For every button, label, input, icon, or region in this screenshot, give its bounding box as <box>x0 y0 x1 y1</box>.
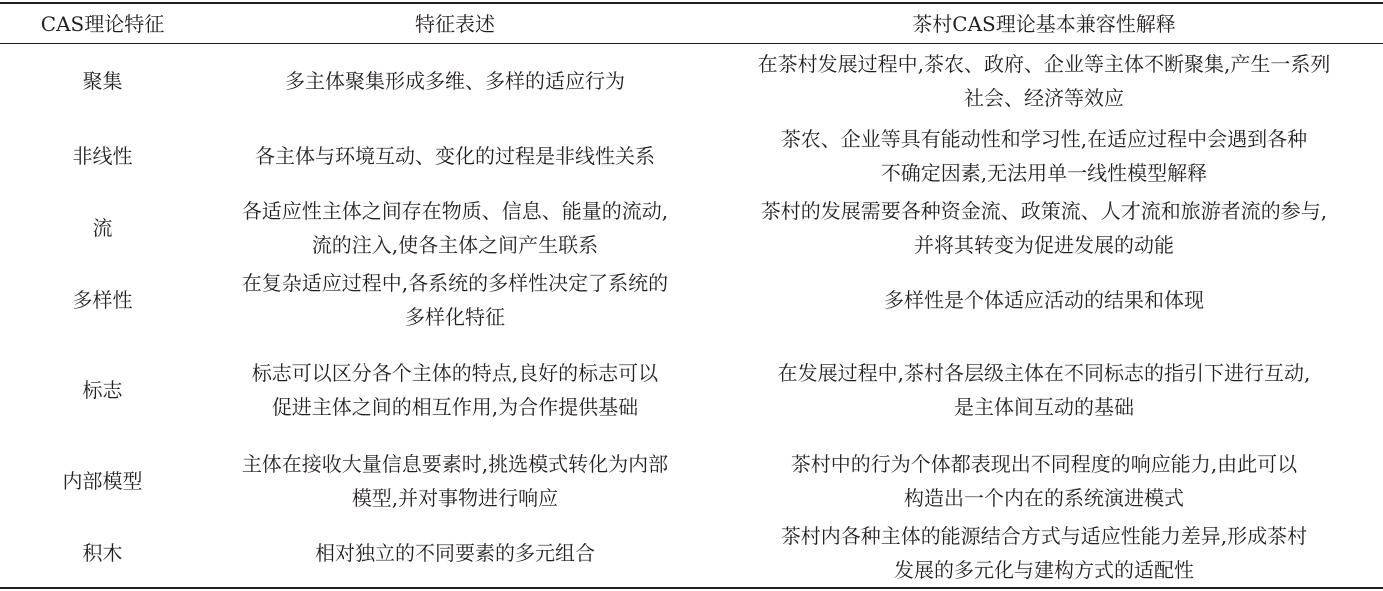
row-description <box>205 442 705 520</box>
row-feature: 多样性 <box>72 288 133 312</box>
explanation-line: 茶农、企业等具有能动性和学习性,在适应过程中会遇到各种 <box>780 127 1308 151</box>
explanation-line: 茶村的发展需要各种资金流、政策流、人才流和旅游者流的参与, <box>760 199 1328 223</box>
explanation-line: 不确定因素,无法用单一线性模型解释 <box>880 161 1208 185</box>
table-header-row <box>0 4 1383 43</box>
explanation-line: 茶村内各种主体的能源结合方式与适应性能力差异,形成茶村 <box>780 524 1308 548</box>
row-description <box>205 119 705 193</box>
explanation-line: 构造出一个内在的系统演进模式 <box>903 486 1184 510</box>
description-line: 多样化特征 <box>404 305 505 329</box>
row-feature: 内部模型 <box>62 469 143 493</box>
description-line: 流的注入,使各主体之间产生联系 <box>311 233 599 257</box>
description-line: 主体在接收大量信息要素时,挑选模式转化为内部 <box>241 452 669 476</box>
row-explanation <box>705 264 1383 336</box>
table-row <box>0 193 1383 263</box>
row-explanation <box>705 350 1383 430</box>
row-explanation <box>705 193 1383 263</box>
row-description <box>205 350 705 430</box>
table-row <box>0 119 1383 193</box>
table-row <box>0 350 1383 430</box>
row-explanation <box>705 119 1383 193</box>
table-row <box>0 442 1383 520</box>
row-description <box>205 44 705 118</box>
row-feature: 聚集 <box>82 69 123 93</box>
table-row <box>0 264 1383 336</box>
explanation-line: 在发展过程中,茶村各层级主体在不同标志的指引下进行互动, <box>777 361 1311 385</box>
explanation-line: 发展的多元化与建构方式的适配性 <box>893 558 1194 582</box>
row-description <box>205 193 705 263</box>
row-explanation <box>705 44 1383 118</box>
description-line: 在复杂适应过程中,各系统的多样性决定了系统的 <box>241 271 669 295</box>
description-line: 各适应性主体之间存在物质、信息、能量的流动, <box>241 199 669 223</box>
explanation-line: 在茶村发展过程中,茶农、政府、企业等主体不断聚集,产生一系列 <box>757 52 1331 76</box>
explanation-line: 社会、经济等效应 <box>964 86 1124 110</box>
table-row <box>0 44 1383 118</box>
explanation-line: 并将其转变为促进发展的动能 <box>913 233 1174 257</box>
explanation-line: 茶村中的行为个体都表现出不同程度的响应能力,由此可以 <box>790 452 1298 476</box>
row-feature: 流 <box>92 216 113 240</box>
row-description <box>205 518 705 588</box>
header-feature-description: 特征表述 <box>415 11 495 36</box>
description-line: 模型,并对事物进行响应 <box>351 486 559 510</box>
description-line: 标志可以区分各个主体的特点,良好的标志可以 <box>251 361 659 385</box>
description-line: 多主体聚集形成多维、多样的适应行为 <box>285 69 625 93</box>
header-cas-feature: CAS理论特征 <box>40 11 165 36</box>
row-description <box>205 264 705 336</box>
description-line: 各主体与环境互动、变化的过程是非线性关系 <box>255 144 655 168</box>
header-compatibility-explanation: 茶村CAS理论基本兼容性解释 <box>912 11 1176 36</box>
row-feature: 非线性 <box>72 144 133 168</box>
explanation-line: 多样性是个体适应活动的结果和体现 <box>884 288 1204 312</box>
explanation-line: 是主体间互动的基础 <box>954 395 1134 419</box>
row-feature: 标志 <box>82 378 123 402</box>
row-explanation <box>705 442 1383 520</box>
row-feature: 积木 <box>82 541 123 565</box>
description-line: 促进主体之间的相互作用,为合作提供基础 <box>271 395 639 419</box>
table-row <box>0 518 1383 588</box>
description-line: 相对独立的不同要素的多元组合 <box>315 541 595 565</box>
table-bottom-rule <box>0 587 1383 589</box>
row-explanation <box>705 518 1383 588</box>
